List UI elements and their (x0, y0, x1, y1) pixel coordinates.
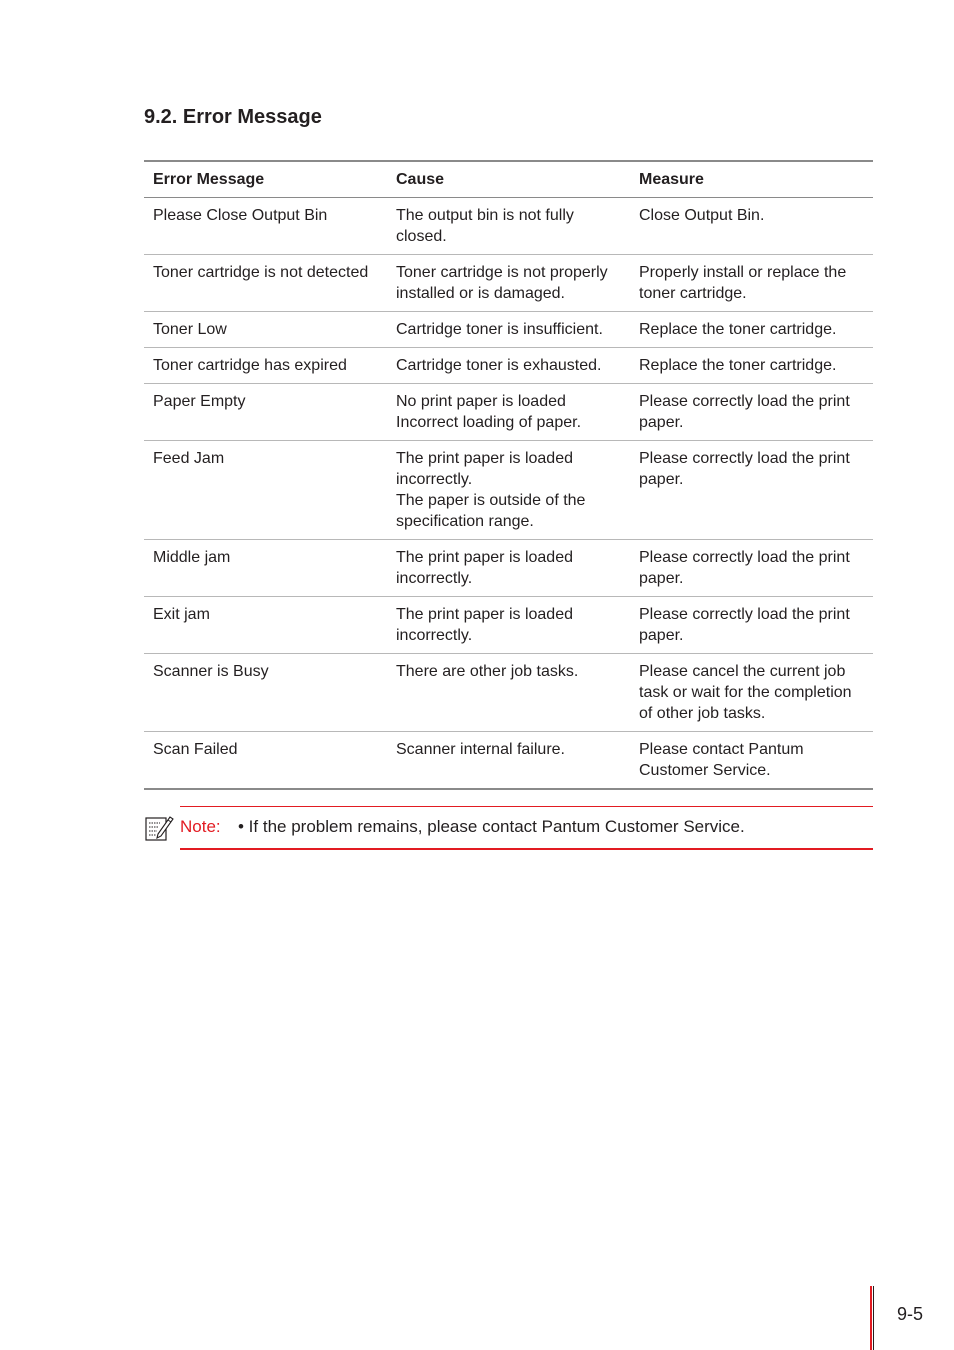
cell-error-message: Toner cartridge is not detected (144, 254, 387, 311)
error-message-table (144, 160, 873, 790)
cell-cause (387, 440, 630, 539)
measure-line: paper. (639, 626, 684, 644)
cell-error-message: Exit jam (144, 596, 387, 653)
measure-line: Please cancel the current job (639, 662, 846, 680)
cause-line: specification range. (396, 512, 534, 530)
measure-line: Please contact Pantum (639, 740, 804, 758)
cell-cause (387, 383, 630, 440)
cause-line: incorrectly. (396, 470, 473, 488)
page-number: 9-5 (897, 1304, 924, 1324)
measure-line: paper. (639, 470, 684, 488)
cell-measure (630, 254, 873, 311)
cause-line: Cartridge toner is insufficient. (396, 320, 603, 338)
cell-measure (630, 440, 873, 539)
table-row (144, 596, 873, 653)
cell-measure (630, 383, 873, 440)
cause-line: There are other job tasks. (396, 662, 579, 680)
cell-cause (387, 197, 630, 254)
table-row (144, 347, 873, 383)
measure-line: of other job tasks. (639, 704, 766, 722)
cell-measure (630, 731, 873, 789)
measure-line: Please correctly load the print (639, 605, 850, 623)
cell-cause (387, 539, 630, 596)
cause-line: The print paper is loaded (396, 605, 573, 623)
cell-measure (630, 653, 873, 731)
cell-error-message: Feed Jam (144, 440, 387, 539)
cell-measure (630, 539, 873, 596)
note-box (144, 806, 873, 850)
cell-error-message: Scan Failed (144, 731, 387, 789)
cause-line: installed or is damaged. (396, 284, 565, 302)
note-label: Note: (180, 817, 221, 836)
cause-line: Cartridge toner is exhausted. (396, 356, 602, 374)
cause-line: The paper is outside of the (396, 491, 586, 509)
cell-measure (630, 596, 873, 653)
table-body (144, 197, 873, 789)
cause-line: No print paper is loaded (396, 392, 566, 410)
cell-error-message: Paper Empty (144, 383, 387, 440)
measure-line: Close Output Bin. (639, 206, 765, 224)
measure-line: Replace the toner cartridge. (639, 320, 837, 338)
measure-line: toner cartridge. (639, 284, 747, 302)
header-cause: Cause (387, 161, 630, 197)
cause-line: incorrectly. (396, 569, 473, 587)
note-text: • If the problem remains, please contact Pantum Customer Service. (238, 817, 745, 836)
measure-line: paper. (639, 569, 684, 587)
measure-line: Properly install or replace the (639, 263, 847, 281)
cell-measure (630, 197, 873, 254)
page-marker-bar (870, 1286, 874, 1350)
cell-cause (387, 731, 630, 789)
header-error-message: Error Message (144, 161, 387, 197)
table-row (144, 653, 873, 731)
table-row (144, 731, 873, 789)
table-row (144, 254, 873, 311)
cause-line: The print paper is loaded (396, 449, 573, 467)
table-row (144, 383, 873, 440)
cell-cause (387, 596, 630, 653)
section-title: 9.2. Error Message (144, 106, 322, 128)
cause-line: closed. (396, 227, 447, 245)
cell-cause (387, 653, 630, 731)
cause-line: incorrectly. (396, 626, 473, 644)
cell-error-message: Please Close Output Bin (144, 197, 387, 254)
cell-measure (630, 311, 873, 347)
measure-line: task or wait for the completion (639, 683, 852, 701)
cell-cause (387, 347, 630, 383)
cell-measure (630, 347, 873, 383)
cause-line: Toner cartridge is not properly (396, 263, 608, 281)
measure-line: Please correctly load the print (639, 449, 850, 467)
cell-cause (387, 311, 630, 347)
table-header-row (144, 161, 873, 197)
table-row (144, 539, 873, 596)
cell-error-message: Middle jam (144, 539, 387, 596)
cause-line: The output bin is not fully (396, 206, 574, 224)
cause-line: The print paper is loaded (396, 548, 573, 566)
table-row (144, 440, 873, 539)
cause-line: Scanner internal failure. (396, 740, 565, 758)
table-row (144, 197, 873, 254)
cause-line: Incorrect loading of paper. (396, 413, 582, 431)
cell-cause (387, 254, 630, 311)
header-measure: Measure (630, 161, 873, 197)
measure-line: paper. (639, 413, 684, 431)
cell-error-message: Scanner is Busy (144, 653, 387, 731)
table-row (144, 311, 873, 347)
cell-error-message: Toner cartridge has expired (144, 347, 387, 383)
note-pencil-icon (144, 814, 174, 842)
measure-line: Please correctly load the print (639, 392, 850, 410)
measure-line: Replace the toner cartridge. (639, 356, 837, 374)
measure-line: Please correctly load the print (639, 548, 850, 566)
measure-line: Customer Service. (639, 761, 771, 779)
cell-error-message: Toner Low (144, 311, 387, 347)
